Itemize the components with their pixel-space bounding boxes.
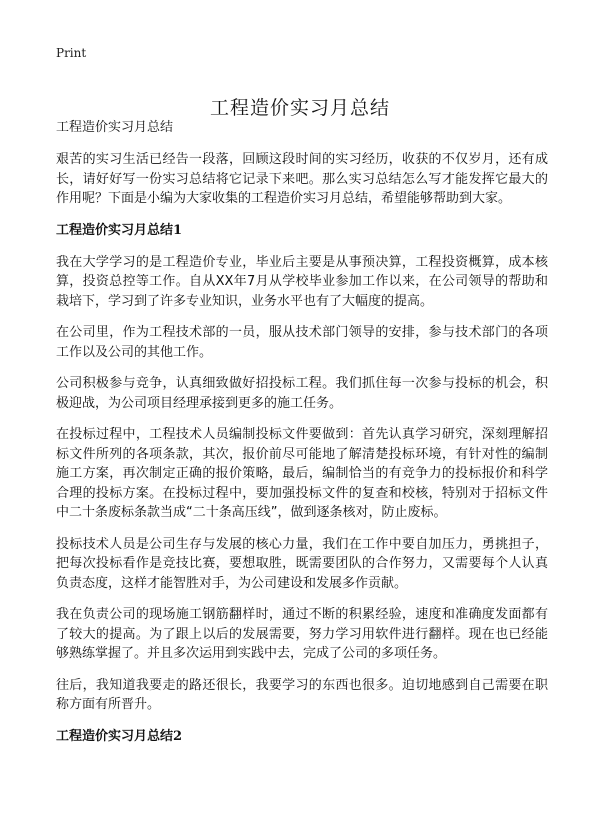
section1-paragraph-7: 往后，我知道我要走的路还很长，我要学习的东西也很多。迫切地感到自己需要在职称方面有所晋升。 — [56, 677, 548, 712]
document-subtitle: 工程造价实习月总结 — [56, 120, 174, 135]
section-heading-2: 工程造价实习月总结2 — [56, 728, 183, 744]
page-title: 工程造价实习月总结 — [209, 96, 390, 119]
section1-paragraph-1: 我在大学学习的是工程造价专业，毕业后主要是从事预决算，工程投资概算，成本核算，投资总控等工作。自从XX年7月从学校毕业参加工作以来，在公司领导的帮助和栽培下，学习到了许多专业知识，业务水平也有了大幅度的提高。 — [56, 254, 548, 309]
intro-paragraph: 艰苦的实习生活已经告一段落，回顾这段时间的实习经历，收获的不仅岁月，还有成长，请好好写一份实习总结将它记录下来吧。那么实习总结怎么写才能发挥它最大的作用呢？下面是小编为大家收集的工程造价实习月总结，希望能够帮助到大家。 — [56, 152, 548, 206]
section1-paragraph-5: 投标技术人员是公司生存与发展的核心力量，我们在工作中要自加压力，勇挑担子，把每次投标看作是竞技比赛，要想取胜，既需要团队的合作努力，又需要每个人认真负责态度，这样才能智胜对手，为公司建设和发展多作贡献。 — [56, 536, 548, 591]
section1-paragraph-2: 在公司里，作为工程技术部的一员，服从技术部门领导的安排，参与技术部门的各项工作以及公司的其他工作。 — [56, 325, 548, 360]
print-label: Print — [56, 46, 87, 60]
section1-paragraph-3: 公司积极参与竞争，认真细致做好招投标工程。我们抓住每一次参与投标的机会，积极迎战，为公司项目经理承接到更多的施工任务。 — [56, 376, 548, 411]
section1-paragraph-6: 我在负责公司的现场施工钢筋翻样时，通过不断的积累经验，速度和准确度发面都有了较大的提高。为了跟上以后的发展需要，努力学习用软件进行翻样。现在也已经能够熟练掌握了。并且多次运用到实践中去，完成了公司的多项任务。 — [56, 607, 548, 661]
section-heading-1: 工程造价实习月总结1 — [56, 222, 183, 238]
section1-paragraph-4: 在投标过程中，工程技术人员编制投标文件要做到：首先认真学习研究，深刻理解招标文件所列的各项条款，其次，报价前尽可能地了解清楚投标环境，有针对性的编制施工方案，再次制定正确的报价策略，最后，编制恰当的有竞争力的投标报价和科学合理的投标方案。在投标过程中，要加强投标文件的复查和校核，特别对于招标文件中二十条废标条款当成“二十条高压线”，做到逐条核对，防止废标。 — [56, 427, 548, 520]
document-body — [56, 118, 548, 759]
